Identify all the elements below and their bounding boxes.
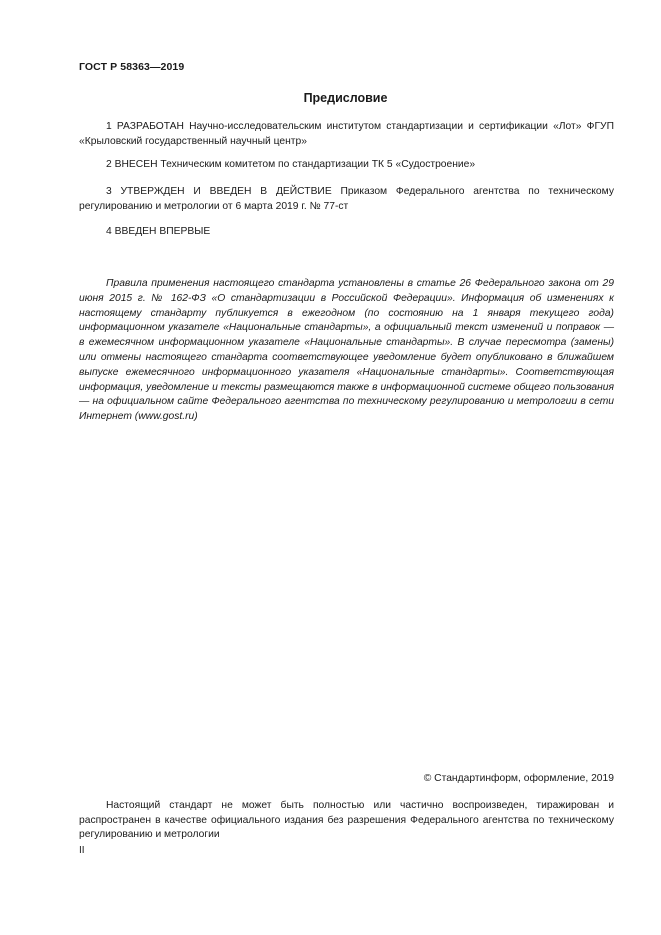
preface-item-introduced: 2 ВНЕСЕН Техническим комитетом по стандартизации ТК 5 «Судостроение» (106, 159, 476, 170)
page-number: II (79, 845, 85, 856)
reproduction-rights-notice: Настоящий стандарт не может быть полностью или частично воспроизведен, тиражирован и распространен в качестве официального издания без разрешения Федерального агентства по техническому регулированию и метрологии (79, 800, 614, 840)
preface-item-developed: 1 РАЗРАБОТАН Научно-исследовательским институтом стандартизации и сертификации «Лот» ФГУП «Крыловский государственный научный центр» (79, 121, 614, 147)
preface-item-first-introduced: 4 ВВЕДЕН ВПЕРВЫЕ (106, 226, 211, 237)
copyright-line: © Стандартинформ, оформление, 2019 (423, 773, 614, 784)
preface-item-approved: 3 УТВЕРЖДЕН И ВВЕДЕН В ДЕЙСТВИЕ Приказом Федерального агентства по техническому регулированию и метрологии от 6 марта 2019 г. № 77-ст (79, 186, 614, 212)
application-rules-notice: Правила применения настоящего стандарта установлены в статье 26 Федерального закона от 29 июня 2015 г. № 162-ФЗ «О стандартизации в Российской Федерации». Информация об изменениях к настоящему стандарту публикуется в ежегодном (по состоянию на 1 января текущего года) информационном указателе «Национальные стандарты», а официальный текст изменений и поправок — в ежемесячном информационном указателе «Национальные стандарты». В случае пересмотра (замены) или отмены настоящего стандарта соответствующее уведомление будет опубликовано в ближайшем выпуске ежемесячного информационного указателя «Национальные стандарты». Соответствующая информация, уведомление и тексты размещаются также в информационной системе общего пользования — на официальном сайте Федерального агентства по техническому регулированию и метрологии в сети Интернет (www.gost.ru) (79, 278, 614, 423)
document-id: ГОСТ Р 58363—2019 (79, 61, 185, 73)
section-title: Предисловие (303, 91, 388, 105)
